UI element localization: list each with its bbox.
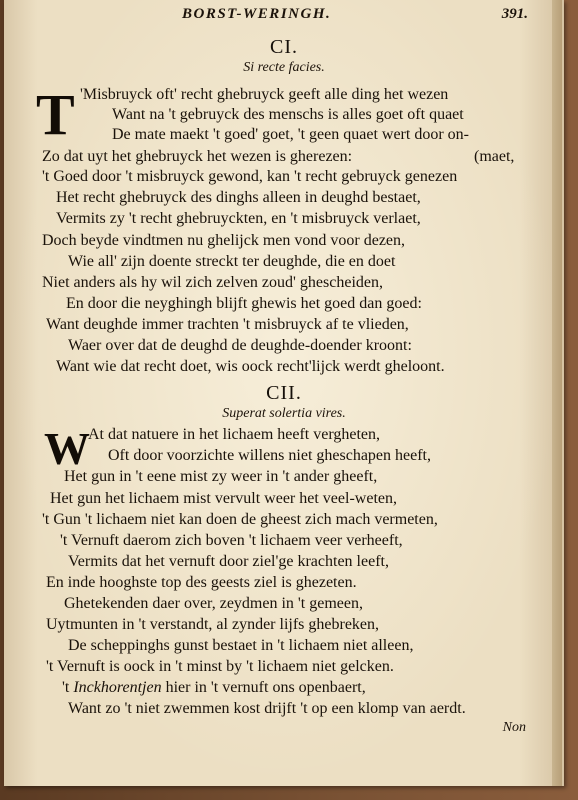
verse-line: Vermits dat het vernuft door ziel'ge krachten leeft, [68,553,389,570]
drop-cap: W [44,423,90,474]
verse-line: 't Vernuft daerom zich boven 't lichaem veer verheeft, [60,532,403,549]
verse-line: Zo dat uyt het ghebruyck het wezen is gherezen: [42,148,353,165]
verse-line: En door die neyghingh blijft ghewis het goed dan goed: [66,295,422,312]
catchword: Non [502,720,526,735]
verse-line: De mate maekt 't goed' goet, 't geen quaet wert door on- [112,126,469,143]
verse-line: Vermits zy 't recht ghebruyckten, en 't misbruyck verlaet, [56,210,421,227]
verse-line: Wie all' zijn doente streckt ter deughde, die en doet [68,253,396,270]
poem-number: CI. [270,36,298,58]
verse-line: Ghetekenden daer over, zeydmen in 't gemeen, [64,595,363,612]
verse-line: 'Misbruyck oft' recht ghebruyck geeft alle ding het wezen [80,86,449,103]
italic-phrase: Inckhorentjen [73,679,162,696]
verse-line: At dat natuere in het lichaem heeft vergheten, [88,426,381,443]
verse-line: Oft door voorzichte willens niet gheschapen heeft, [108,447,431,464]
verse-line: Waer over dat de deughd de deughde-doender kroont: [68,337,412,354]
verse-line: Het gun in 't eene mist zy weer in 't ander gheeft, [64,468,378,485]
verse-line: 't Gun 't lichaem niet kan doen de gheest zich mach vermeten, [42,511,438,528]
poem-number: CII. [266,382,302,404]
verse-line: Want wie dat recht doet, wis oock recht'lijck werdt gheloont. [56,358,445,375]
book-page [4,0,564,786]
verse-line: Doch beyde vindtmen nu ghelijck men vond voor dezen, [42,232,406,249]
verse-line: De scheppinghs gunst bestaet in 't lichaem niet alleen, [68,637,414,654]
verse-line: Want na 't gebruyck des menschs is alles goet oft quaet [112,106,464,123]
verse-line: 't Vernuft is oock in 't minst by 't lichaem niet gelcken. [46,658,394,675]
verse-line: Het recht ghebruyck des dinghs alleen in deughd bestaet, [56,189,421,206]
running-head: BORST-WERINGH. [182,6,332,22]
verse-line: Niet anders als hy wil zich zelven zoud' ghescheiden, [42,274,383,291]
verse-line: En inde hooghste top des geests ziel is ghezeten. [46,574,357,591]
poem-motto: Superat solertia vires. [222,406,346,421]
page-number: 391. [501,6,528,22]
verse-line: Het gun het lichaem mist vervult weer het veel-weten, [50,490,397,507]
drop-cap: T [36,82,75,147]
verse-line: Want deughde immer trachten 't misbruyck af te vlieden, [46,316,409,333]
verse-line: Uytmunten in 't verstandt, al zynder lijfs ghebreken, [46,616,380,633]
verse-line: 't Inckhorentjen hier in 't vernuft ons openbaert, [62,679,366,696]
verse-line: Want zo 't niet zwemmen kost drijft 't op een klomp van aerdt. [68,700,466,717]
verse-line: 't Goed door 't misbruyck gewond, kan 't recht gebruyck genezen [42,168,458,185]
page-header [4,6,564,26]
verse-line-continuation: (maet, [474,148,515,165]
poem-motto: Si recte facies. [243,60,325,75]
